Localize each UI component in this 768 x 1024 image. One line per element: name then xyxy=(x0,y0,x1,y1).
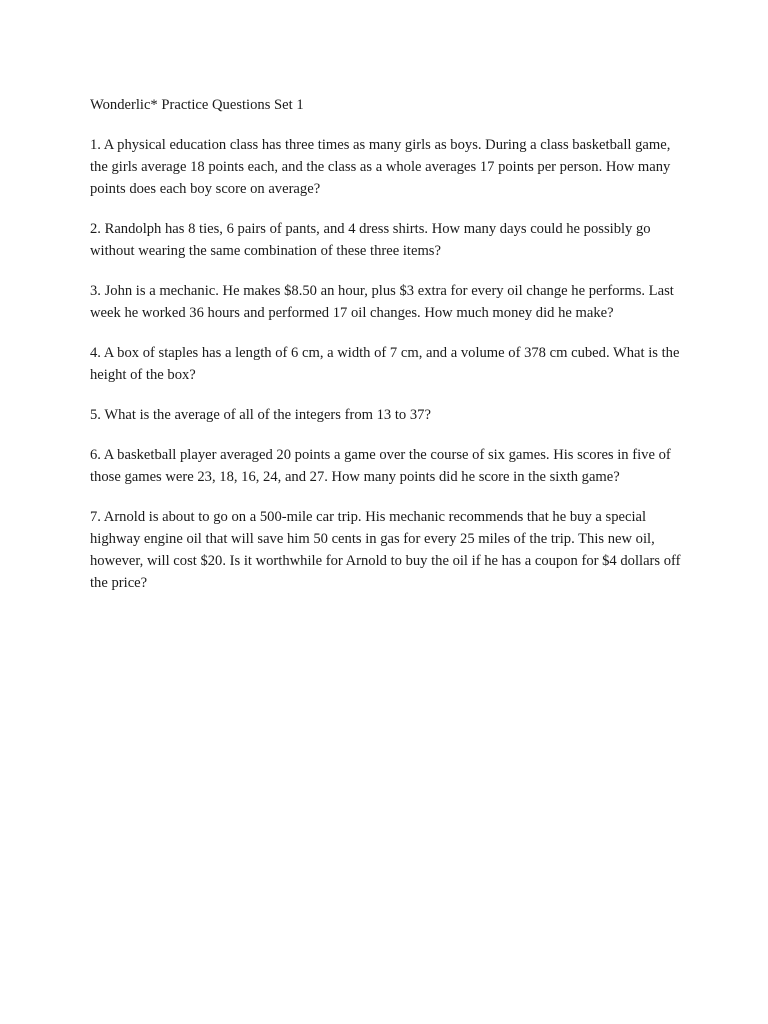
question-6: 6. A basketball player averaged 20 points a game over the course of six games. His scores in five of those games were 23, 18, 16, 24, and 27. How many points did he score in the sixth game? xyxy=(90,447,671,485)
document-title: Wonderlic* Practice Questions Set 1 xyxy=(90,97,304,113)
question-4: 4. A box of staples has a length of 6 cm, a width of 7 cm, and a volume of 378 cm cubed. What is the height of the box? xyxy=(90,345,680,383)
question-5: 5. What is the average of all of the integers from 13 to 37? xyxy=(90,407,431,423)
question-2: 2. Randolph has 8 ties, 6 pairs of pants, and 4 dress shirts. How many days could he possibly go without wearing the same combination of these three items? xyxy=(90,221,651,259)
question-1: 1. A physical education class has three times as many girls as boys. During a class basketball game, the girls average 18 points each, and the class as a whole averages 17 points per person. How many points does each boy score on average? xyxy=(90,137,671,197)
question-7: 7. Arnold is about to go on a 500-mile car trip. His mechanic recommends that he buy a special highway engine oil that will save him 50 cents in gas for every 25 miles of the trip. This new oil, however, will cost $20. Is it worthwhile for Arnold to buy the oil if he has a coupon for $4 dollars off the price? xyxy=(90,509,681,591)
question-3: 3. John is a mechanic. He makes $8.50 an hour, plus $3 extra for every oil change he performs. Last week he worked 36 hours and performed 17 oil changes. How much money did he make? xyxy=(90,283,674,321)
document-body xyxy=(90,94,690,612)
